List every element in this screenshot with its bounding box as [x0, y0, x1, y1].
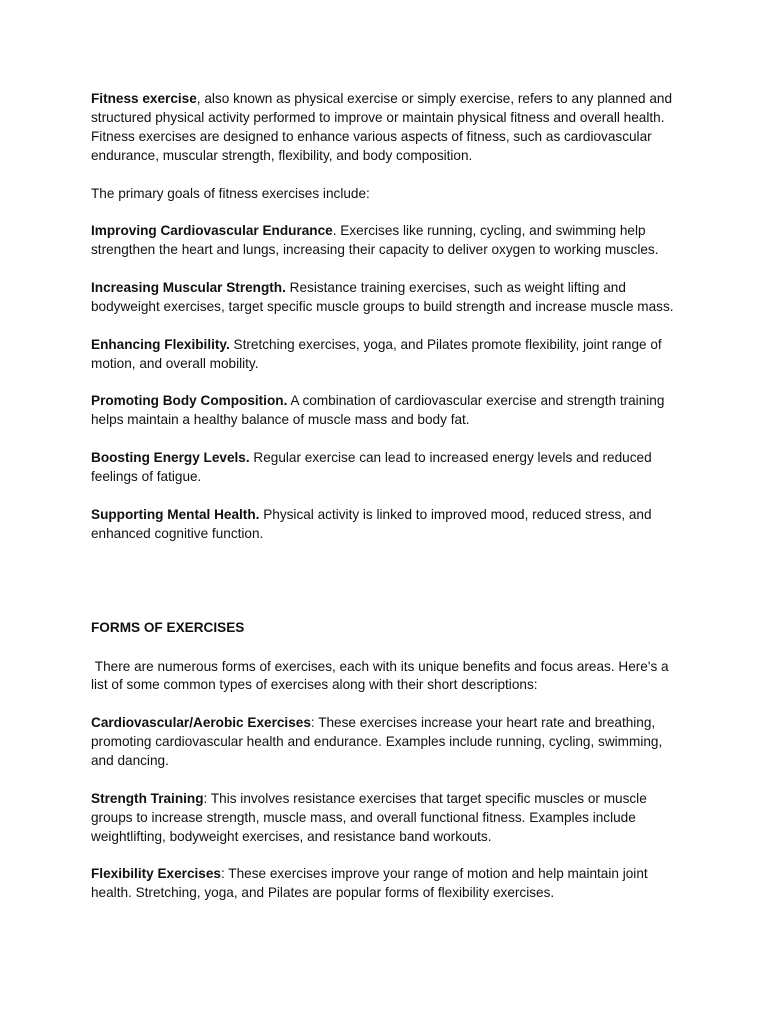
goal-paragraph	[91, 336, 676, 374]
intro-term: Fitness exercise	[91, 91, 197, 106]
form-text: : These exercises increase your heart rate and breathing, promoting cardiovascular health and endurance. Examples include running, cycling, swimming, and dancing.	[91, 715, 663, 769]
goal-title: Enhancing Flexibility.	[91, 336, 230, 352]
forms-intro: There are numerous forms of exercises, each with its unique benefits and focus areas. Here's a list of some common types of exercises along with their short descriptions:	[91, 658, 673, 693]
form-paragraph	[91, 790, 676, 847]
goal-title: Supporting Mental Health.	[91, 506, 260, 522]
form-title: Cardiovascular/Aerobic Exercises	[91, 715, 311, 731]
goal-title: Increasing Muscular Strength.	[91, 280, 286, 296]
form-text: : These exercises improve your range of motion and help maintain joint health. Stretching, yoga, and Pilates are popular forms of flexibility exercises.	[91, 866, 648, 901]
intro-paragraph	[91, 90, 676, 166]
goal-title: Boosting Energy Levels.	[91, 450, 250, 466]
goal-paragraph	[91, 279, 676, 317]
form-paragraph	[91, 714, 676, 771]
goal-text: Physical activity is linked to improved mood, reduced stress, and enhanced cognitive function.	[91, 506, 652, 541]
goal-title: Improving Cardiovascular Endurance	[91, 223, 333, 239]
goal-text: Regular exercise can lead to increased energy levels and reduced feelings of fatigue.	[91, 450, 652, 485]
form-title: Flexibility Exercises	[91, 866, 221, 882]
goal-text: Stretching exercises, yoga, and Pilates promote flexibility, joint range of motion, and overall mobility.	[91, 336, 662, 371]
form-text: : This involves resistance exercises that target specific muscles or muscle groups to increase strength, muscle mass, and overall functional fitness. Examples include weightlifting, bodyweight exercises, and resistance band workouts.	[91, 790, 647, 844]
form-paragraph	[91, 865, 676, 903]
form-title: Strength Training	[91, 790, 204, 806]
goal-paragraph	[91, 449, 676, 487]
goal-text: Resistance training exercises, such as weight lifting and bodyweight exercises, target specific muscle groups to build strength and increase muscle mass.	[91, 280, 674, 314]
section-heading: FORMS OF EXERCISES	[91, 619, 245, 635]
goal-title: Promoting Body Composition.	[91, 393, 288, 409]
goal-text: A combination of cardiovascular exercise and strength training helps maintain a healthy balance of muscle mass and body fat.	[91, 393, 665, 428]
goal-paragraph	[91, 506, 676, 544]
goal-paragraph	[91, 392, 676, 430]
goal-paragraph	[91, 222, 676, 260]
intro-text: , also known as physical exercise or simply exercise, refers to any planned and structured physical activity performed to improve or maintain physical fitness and overall health. Fitness exercises are designed to enhance various aspects of fitness, such as cardiovascular endurance, muscular strength, flexibility, and body composition.	[91, 91, 673, 163]
goals-intro: The primary goals of fitness exercises include:	[91, 185, 370, 201]
goal-text: . Exercises like running, cycling, and swimming help strengthen the heart and lungs, increasing their capacity to deliver oxygen to working muscles.	[91, 223, 659, 258]
